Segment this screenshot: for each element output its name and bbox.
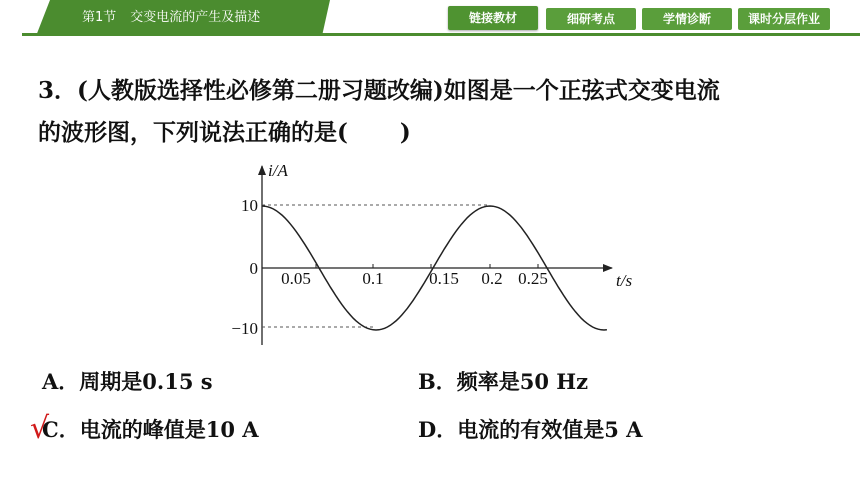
option-a-letter: A． xyxy=(42,369,80,394)
question-text-1: 如图是一个正弦式交变电流 xyxy=(443,77,720,104)
x-axis-label: t/s xyxy=(616,271,633,290)
nav-homework[interactable]: 课时分层作业 xyxy=(738,8,830,30)
question-text-2: 的波形图，下列说法正确的是( xyxy=(38,119,348,146)
y-tick-minus10: −10 xyxy=(231,319,258,338)
option-c-letter: C． xyxy=(42,417,80,442)
question-stem xyxy=(38,70,838,154)
option-d[interactable] xyxy=(418,416,642,444)
waveform-graph xyxy=(220,160,650,350)
option-c[interactable] xyxy=(42,416,259,444)
nav-study-points[interactable]: 细研考点 xyxy=(546,8,636,30)
x-tick-0.1: 0.1 xyxy=(362,269,384,288)
y-axis-label: i/A xyxy=(268,161,288,180)
question-number: 3． xyxy=(38,77,78,104)
x-tick-0.05: 0.05 xyxy=(281,269,311,288)
option-d-letter: D． xyxy=(418,417,458,442)
option-a[interactable] xyxy=(42,368,213,396)
nav-diagnosis[interactable]: 学情诊断 xyxy=(642,8,732,30)
correct-answer-check-icon: √ xyxy=(30,411,50,446)
question-source: (人教版选择性必修第二册习题改编) xyxy=(77,77,444,104)
x-tick-0.15: 0.15 xyxy=(429,269,459,288)
x-tick-0.2: 0.2 xyxy=(481,269,503,288)
option-b-letter: B． xyxy=(418,369,457,394)
option-d-text: 电流的有效值是5 A xyxy=(457,417,643,442)
chapter-title xyxy=(82,8,260,28)
nav-link-textbook[interactable]: 链接教材 xyxy=(448,6,538,30)
option-c-text: 电流的峰值是10 A xyxy=(79,417,259,442)
question-line-2 xyxy=(38,112,838,154)
question-line-1 xyxy=(38,70,838,112)
y-tick-10: 10 xyxy=(241,196,258,215)
question-close-paren: ) xyxy=(399,119,411,146)
section-number: 第1节 xyxy=(82,10,117,25)
origin-label: 0 xyxy=(249,259,258,278)
option-a-text: 周期是0.15 s xyxy=(79,369,213,394)
option-b-text: 频率是50 Hz xyxy=(456,369,589,394)
section-title: 交变电流的产生及描述 xyxy=(130,10,261,25)
x-tick-0.25: 0.25 xyxy=(518,269,548,288)
option-b[interactable] xyxy=(418,368,588,396)
